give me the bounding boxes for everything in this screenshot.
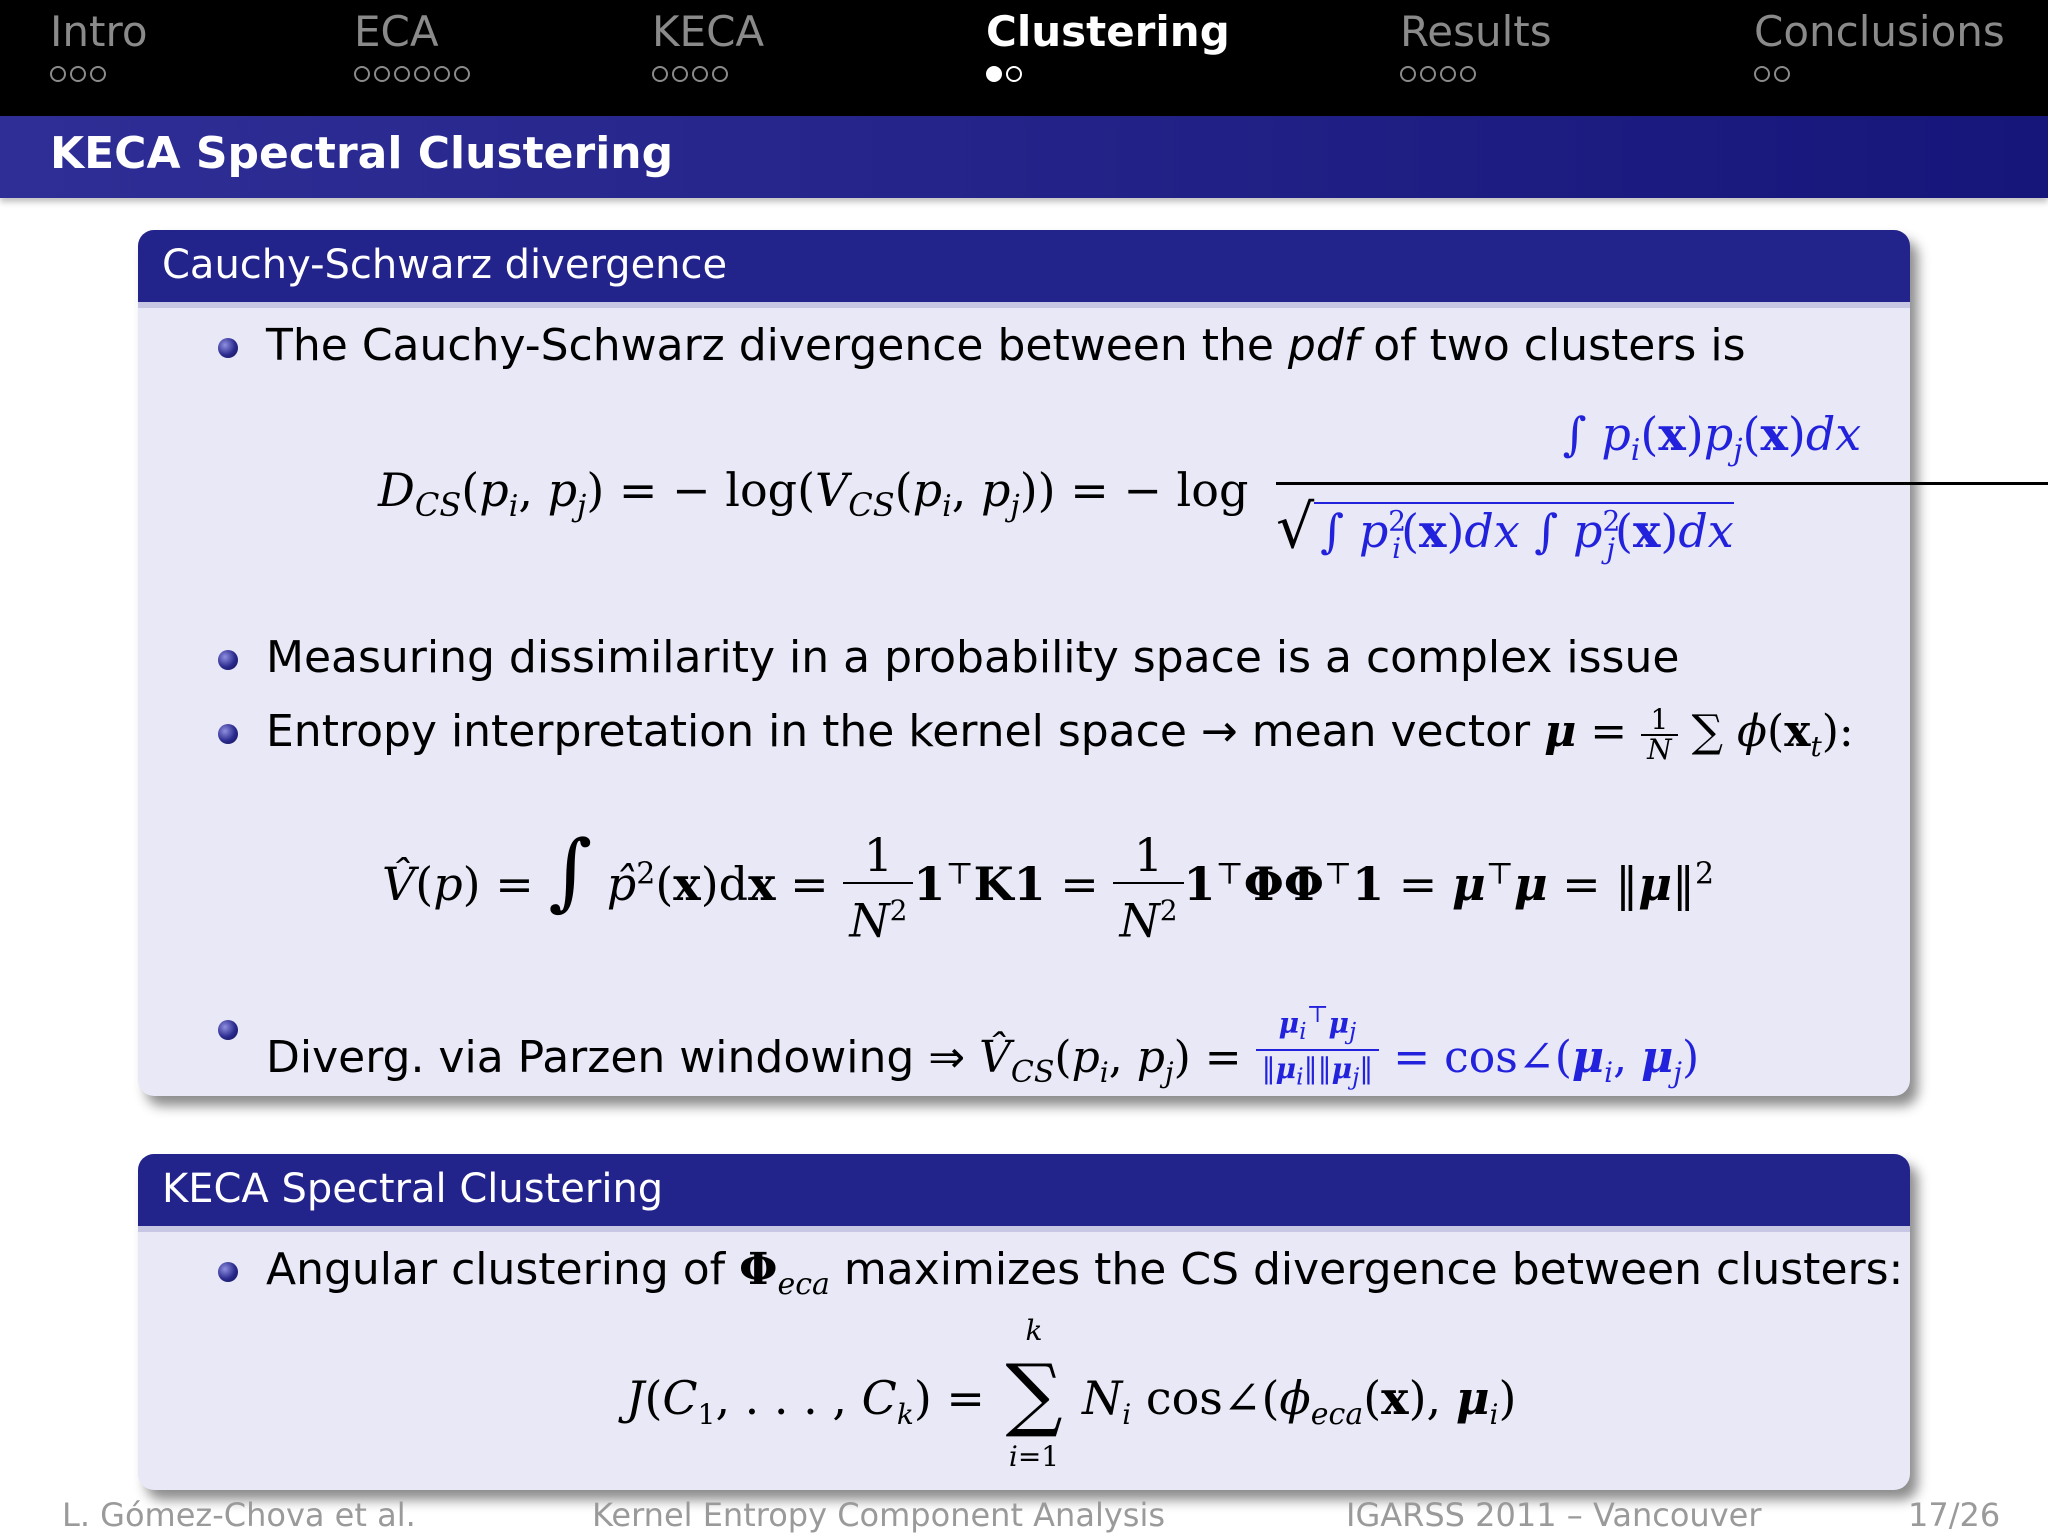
slide-dot[interactable] [50,66,66,82]
bullet-text: Entropy interpretation in the kernel space → mean vector μ = $\frac{1}{N}$ ∑ $\phi(x_t)$: [266,702,1854,766]
text-post: maximizes the CS divergence between clusters: [829,1244,1904,1295]
text-em: pdf [1287,320,1360,371]
bullet-text [266,314,1746,378]
nav-label: ECA [354,7,439,56]
block-title: Cauchy-Schwarz divergence [162,242,728,288]
equation-denominator: √ ∫ $p^2_i(x)dx$ ∫ $p^2_j(x)dx$ [1276,492,1734,565]
sum-sign: ∑ [1005,1347,1063,1440]
nav-label: Intro [50,7,148,56]
bullet-ball-icon [218,650,238,670]
slide-dot-current[interactable] [986,66,1002,82]
sum-upper: k [1025,1314,1043,1347]
frame-title: KECA Spectral Clustering [50,128,674,179]
bullet-ball-icon [218,1262,238,1282]
slide-dot[interactable] [1006,66,1022,82]
slide-dot[interactable] [1754,66,1770,82]
text-pre: Angular clustering of [266,1244,740,1295]
slide-dot[interactable] [652,66,668,82]
slide-dot[interactable] [414,66,430,82]
nav-label: KECA [652,7,765,56]
footer-venue: IGARSS 2011 – Vancouver [1346,1496,1762,1534]
text-pre: Diverg. via Parzen windowing ⇒ [266,1031,966,1083]
section-navigation [0,0,2048,116]
bullet-text: Diverg. via Parzen windowing ⇒ $V̂_{CS}(p_i$, $p_j$) = $\frac{\mu_i^⊤\mu_j}{‖\mu_i‖‖\mu_j‖}$ = $\cos\angle(\mu_i$, $\mu_j$) [266,996,1699,1105]
nav-dots [986,66,1230,82]
text-pre: Entropy interpretation in the kernel space → mean vector [266,706,1531,757]
bullet-ball-icon [218,1020,238,1040]
slide-dot[interactable] [70,66,86,82]
slide-dot[interactable] [1400,66,1416,82]
slide-dot[interactable] [90,66,106,82]
nav-label: Clustering [986,7,1230,56]
bullet-text: Measuring dissimilarity in a probability space is a complex issue [266,632,1680,683]
equation-lhs: $D_{CS}(p_i$, $p_j$) = − $\log(V_{CS}(p_i$, $p_j$)) = − log [378,463,1249,525]
equation-vhat: V̂(p) = ∫ p̂$^2$(x)dx = $\frac{1}{N^2}$ 1⊤K1 = $\frac{1}{N^2}$ 1⊤ΦΦ⊤1 = μ⊤μ = ‖μ‖$^2$ [382,822,1715,948]
block-header [138,230,1910,308]
nav-item-results[interactable] [1400,8,1552,82]
footer-page-number: 17/26 [1908,1496,2001,1534]
block-header [138,1154,1910,1232]
text-pre: The Cauchy-Schwarz divergence between the [266,320,1288,371]
footer-title: Kernel Entropy Component Analysis [592,1496,1165,1534]
nav-label: Conclusions [1754,7,2005,56]
equation-rhs: $N_i$ $\cos\angle(\phi_{eca}(x)$, $\mu_i$) [1082,1371,1517,1433]
equation-lhs: $J(C_1$, . . . , $C_k$) = [626,1371,985,1432]
slide-dot[interactable] [434,66,450,82]
slide-dot[interactable] [1774,66,1790,82]
nav-dots [50,66,148,82]
nav-item-eca[interactable] [354,8,470,82]
bullet-ball-icon [218,724,238,744]
slide-dot[interactable] [454,66,470,82]
nav-dots [1400,66,1552,82]
nav-item-conclusions[interactable] [1754,8,2005,82]
slide-dot[interactable] [1420,66,1436,82]
slide-dot[interactable] [354,66,370,82]
footer-author: L. Gómez-Chova et al. [62,1496,416,1534]
slide-dot[interactable] [1440,66,1456,82]
slide-dot[interactable] [1460,66,1476,82]
block-title: KECA Spectral Clustering [162,1166,664,1212]
slide-dot[interactable] [374,66,390,82]
nav-dots [354,66,470,82]
nav-dots [1754,66,2005,82]
sum-lower: i=1 [1008,1440,1060,1473]
nav-item-clustering[interactable] [986,8,1230,82]
nav-dots [652,66,764,82]
slide-dot[interactable] [672,66,688,82]
frame-title-bar [0,116,2048,198]
slide-dot[interactable] [394,66,410,82]
nav-item-intro[interactable] [50,8,148,82]
bullet-ball-icon [218,338,238,358]
bullet-text: Angular clustering of $\Phi_{eca}$ maximizes the CS divergence between clusters: [266,1244,1904,1302]
nav-item-keca[interactable] [652,8,764,82]
slide-dot[interactable] [692,66,708,82]
nav-label: Results [1400,7,1552,56]
equation-numerator: ∫ $p_i(x)p_j(x)dx$ [1562,407,1862,469]
fraction-bar [1276,482,2048,485]
text-post: of two clusters is [1359,320,1746,371]
slide-dot[interactable] [712,66,728,82]
